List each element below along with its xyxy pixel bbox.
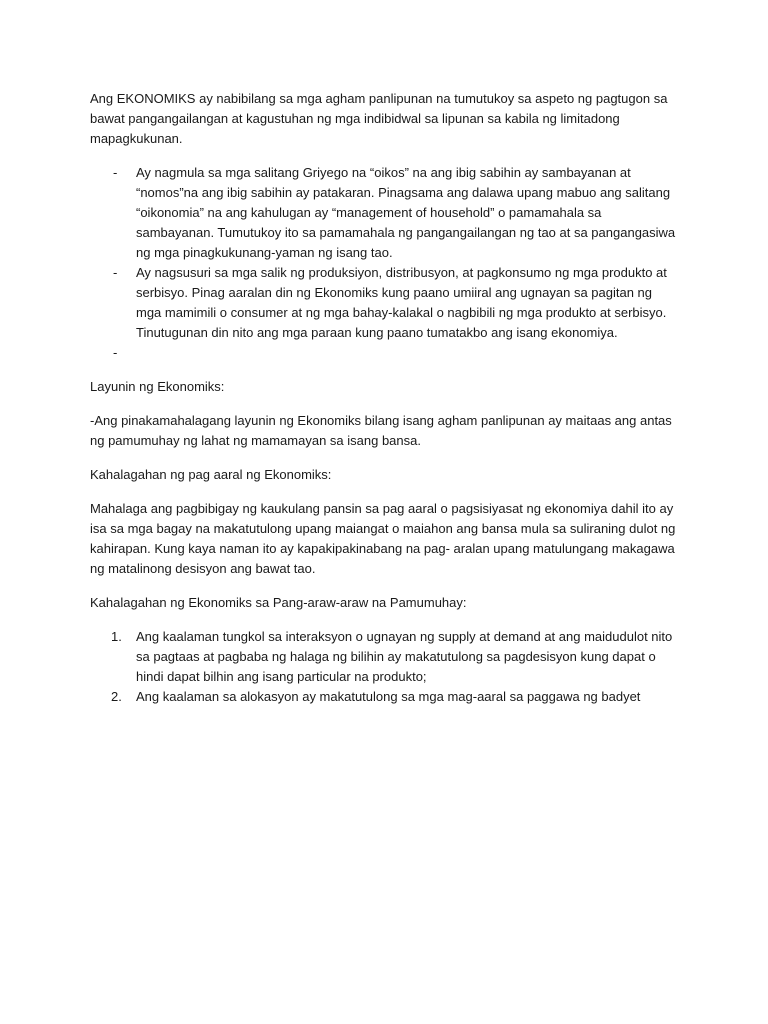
kahalagahan-heading: Kahalagahan ng pag aaral ng Ekonomiks:: [90, 467, 332, 482]
bullet-marker: -: [113, 165, 118, 180]
pamumuhay-heading: Kahalagahan ng Ekonomiks sa Pang-araw-araw na Pamumuhay:: [90, 595, 467, 610]
pamumuhay-numbered-list: [90, 627, 678, 707]
layunin-paragraph: -Ang pinakamahalagang layunin ng Ekonomiks bilang isang agham panlipunan ay maitaas ang antas ng pamumuhay ng lahat ng mamamayan sa isang bansa.: [90, 413, 672, 448]
list-item: [90, 263, 678, 343]
list-item-text: Ay nagmula sa mga salitang Griyego na “oikos” na ang ibig sabihin ay sambayanan at “nomos”na ang ibig sabihin ay patakaran. Pinagsama ang dalawa upang mabuo ang salitang “oikonomia” na ang kahulugan ay “management of household” o pamamahala sa sambayanan. Tumutukoy ito sa pamamahala ng pangangailangan ng tao at sa pangangasiwa ng mga pinagkukunang-yaman ng isang tao.: [136, 165, 676, 260]
bullet-marker: -: [113, 345, 118, 360]
list-item: [90, 163, 678, 263]
list-item: [90, 687, 678, 707]
definition-bullet-list: [90, 163, 678, 363]
number-marker: 2.: [111, 689, 122, 704]
bullet-marker: -: [113, 265, 118, 280]
intro-paragraph: Ang EKONOMIKS ay nabibilang sa mga agham panlipunan na tumutukoy sa aspeto ng pagtugon sa bawat pangangailangan at kagustuhan ng mga indibidwal sa lipunan sa kabila ng limitadong mapagkukunan.: [90, 91, 668, 146]
number-marker: 1.: [111, 629, 122, 644]
list-item-text: Ay nagsusuri sa mga salik ng produksiyon, distribusyon, at pagkonsumo ng mga produkto at serbisyo. Pinag aaralan din ng Ekonomiks kung paano umiiral ang ugnayan sa pagitan ng mga mamimili o consumer at ng mga bahay-kalakal o nagbibili ng mga produkto at serbisyo. Tinutugunan din nito ang mga paraan kung paano tumatakbo ang isang ekonomiya.: [136, 265, 667, 340]
list-item-text: Ang kaalaman tungkol sa interaksyon o ugnayan ng supply at demand at ang maidudulot nito sa pagtaas at pagbaba ng halaga ng bilihin ay makatutulong sa pagdesisyon kung dapat o hindi dapat bilhin ang isang particular na produkto;: [136, 629, 673, 684]
list-item-text: Ang kaalaman sa alokasyon ay makatutulong sa mga mag-aaral sa paggawa ng badyet: [136, 689, 641, 704]
kahalagahan-paragraph: Mahalaga ang pagbibigay ng kaukulang pansin sa pag aaral o pagsisiyasat ng ekonomiya dahil ito ay isa sa mga bagay na makatutulong upang maiangat o maiahon ang bansa mula sa suliraning dulot ng kahirapan. Kung kaya naman ito ay kapakipakinabang na pag- aralan upang matulungang makagawa ng matalinong desisyon ang bawat tao.: [90, 501, 676, 576]
list-item: [90, 343, 678, 363]
layunin-heading: Layunin ng Ekonomiks:: [90, 379, 225, 394]
list-item: [90, 627, 678, 687]
